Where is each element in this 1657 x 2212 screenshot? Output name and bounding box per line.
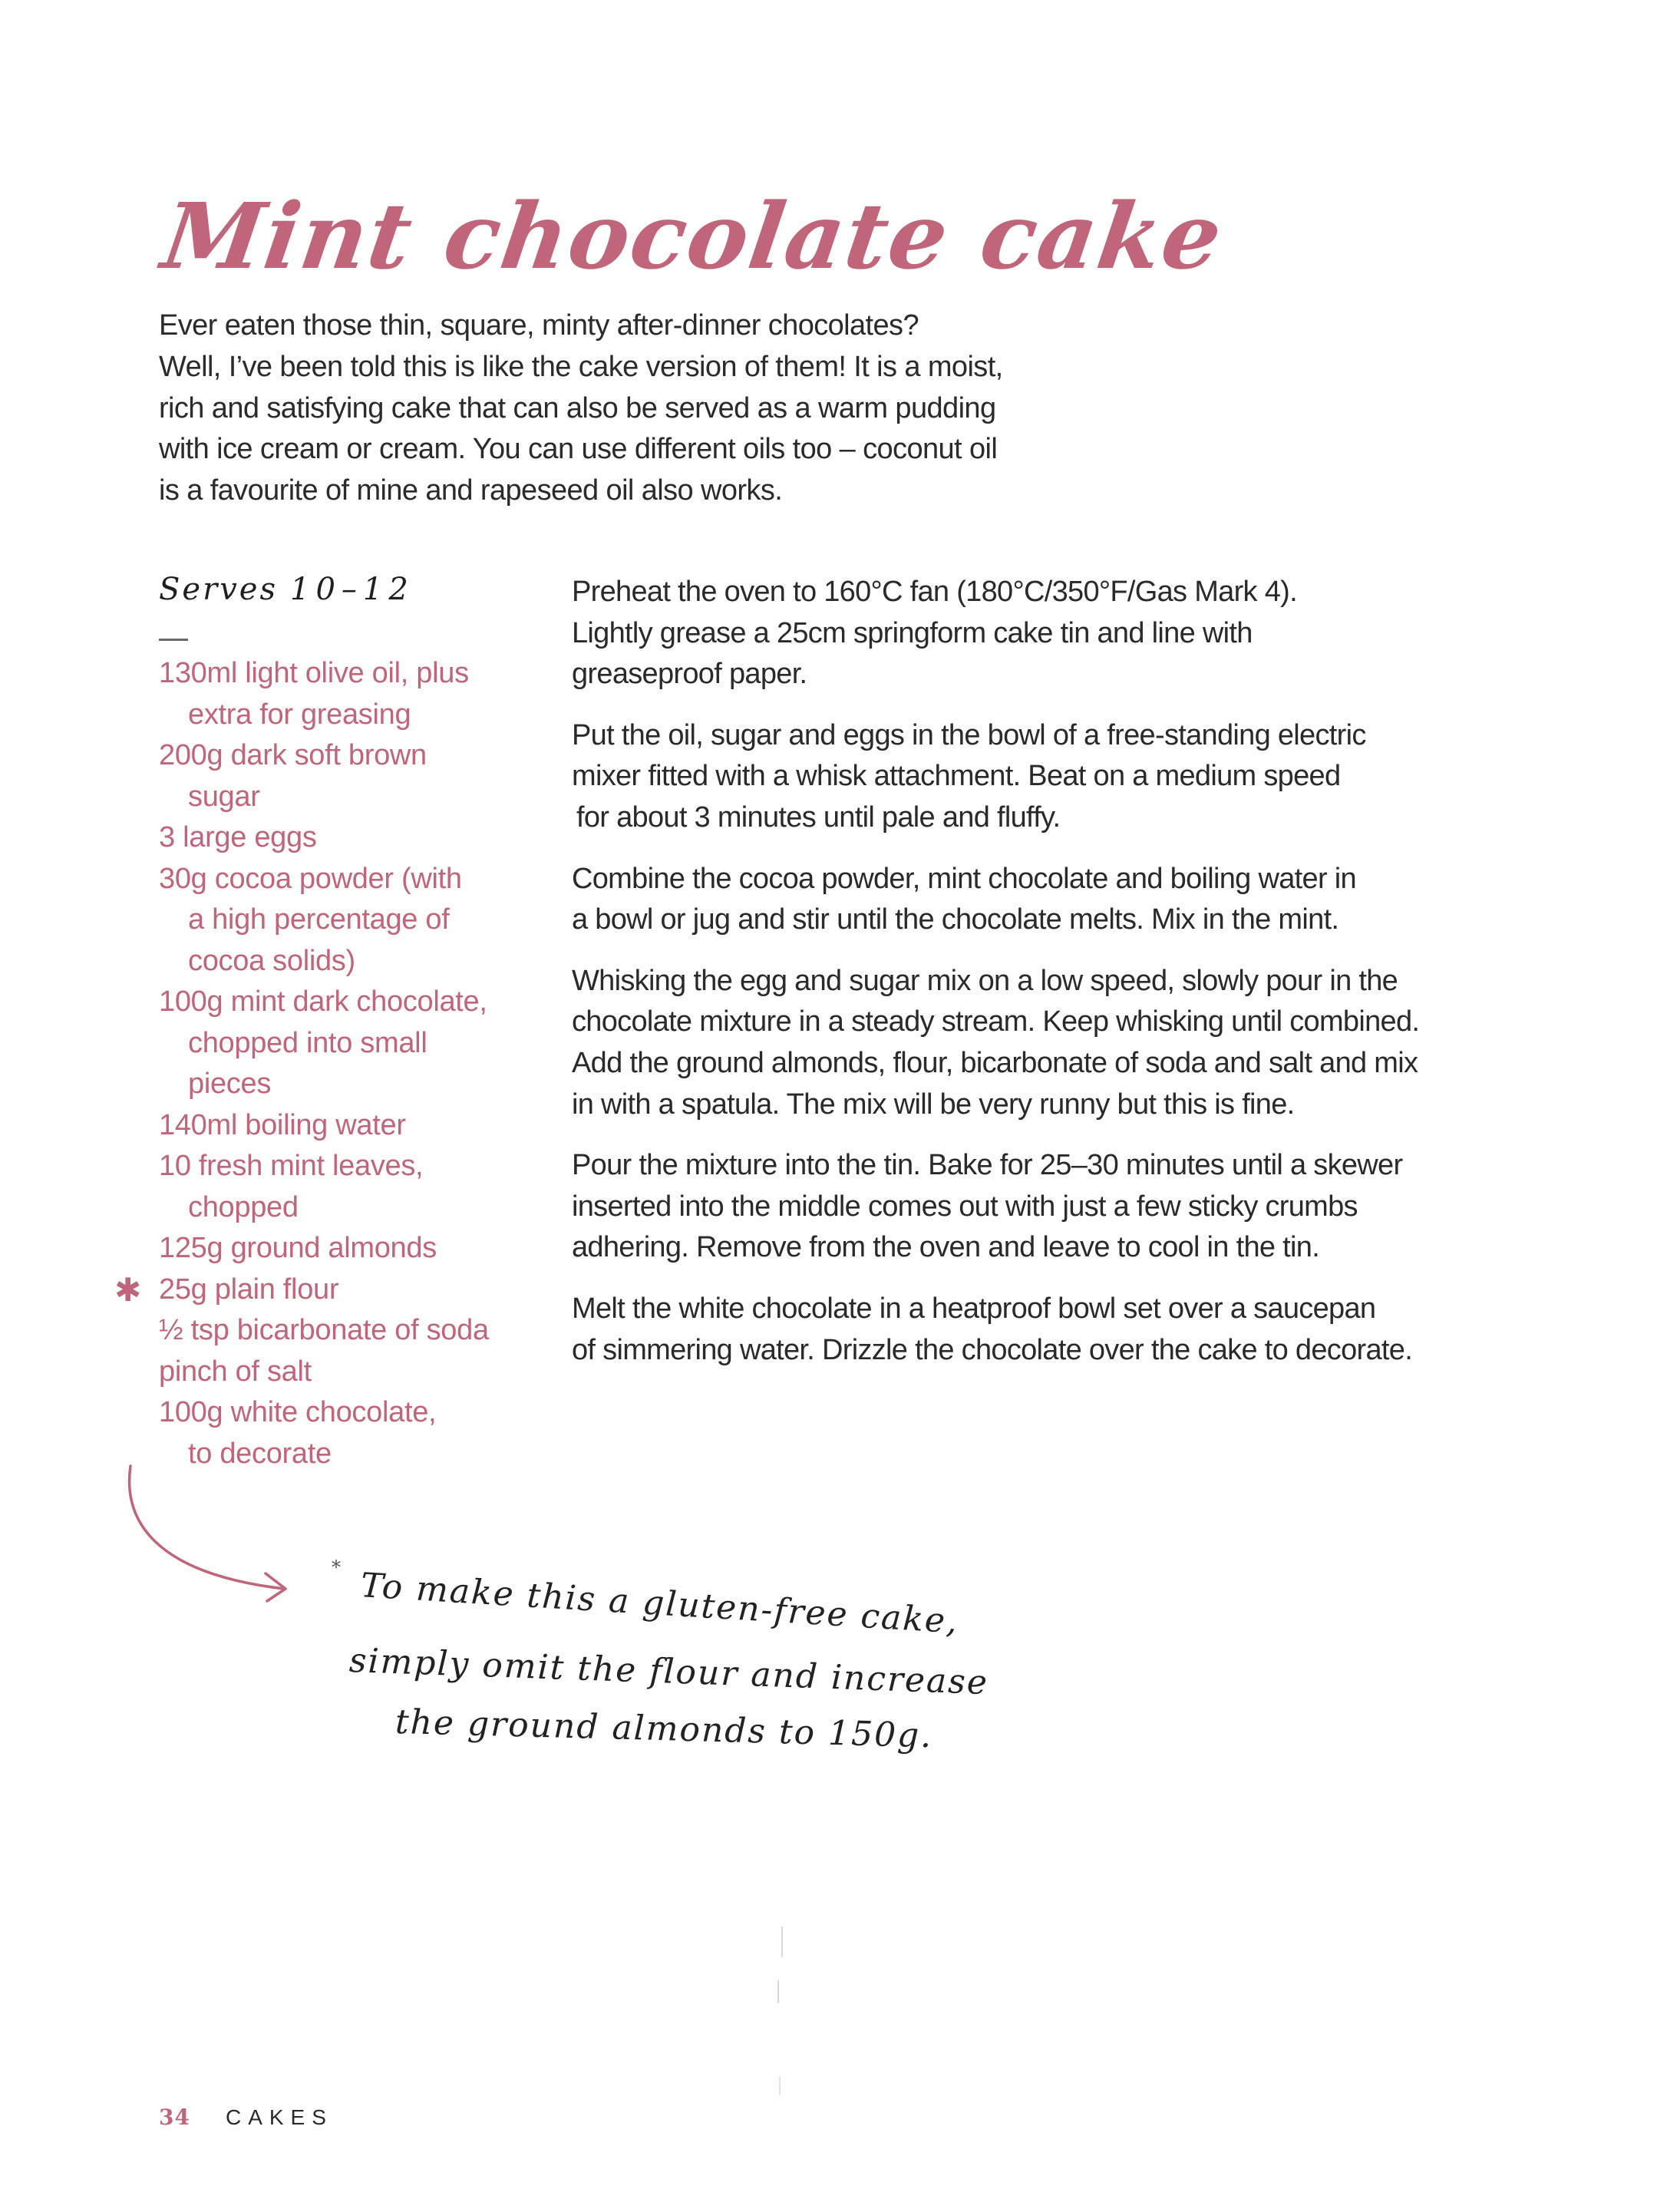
ingredient-line: 140ml boiling water	[159, 1108, 406, 1141]
scan-artifact	[781, 1926, 783, 1957]
ingredient-line: sugar	[188, 780, 260, 813]
footnote-line: the ground almonds to 150g.	[394, 1702, 933, 1756]
ingredient-line: pieces	[188, 1068, 272, 1100]
method-line: a bowl or jug and stir until the chocolate melts. Mix in the mint.	[572, 903, 1339, 936]
ingredient-line: 200g dark soft brown	[159, 739, 427, 771]
ingredient-item	[159, 1228, 543, 1269]
scan-artifact	[779, 2076, 781, 2095]
ingredient-line: 125g ground almonds	[159, 1232, 437, 1264]
method-line: in with a spatula. The mix will be very runny but this is fine.	[572, 1088, 1295, 1121]
ingredient-item	[159, 982, 543, 1105]
serves-text: Serves	[159, 572, 278, 607]
ingredient-line: 30g cocoa powder (with	[159, 862, 462, 895]
ingredient-item	[159, 1105, 543, 1147]
ingredient-line: chopped into small	[188, 1026, 427, 1059]
asterisk-icon: ✱	[114, 1271, 142, 1308]
ingredient-line: to decorate	[188, 1437, 332, 1470]
page-number: 34	[159, 2105, 190, 2130]
footnote-line: To make this a gluten-free cake,	[359, 1566, 960, 1642]
method-line: Combine the cocoa powder, mint chocolate and boiling water in	[572, 862, 1356, 895]
method-line: chocolate mixture in a steady stream. Keep whisking until combined.	[572, 1005, 1420, 1038]
footnote-line: simply omit the flour and increase	[348, 1641, 989, 1703]
method-line: Lightly grease a 25cm springform cake tin and line with	[572, 616, 1253, 649]
method-line: for about 3 minutes until pale and fluffy.	[576, 801, 1061, 834]
ingredient-line: pinch of salt	[159, 1355, 312, 1388]
ingredient-line: 3 large eggs	[159, 821, 317, 853]
ingredient-item	[159, 859, 543, 982]
method-step	[572, 572, 1531, 695]
ingredient-line: 130ml light olive oil, plus	[159, 657, 469, 689]
method-line: greaseproof paper.	[572, 658, 807, 691]
ingredient-item	[159, 653, 543, 735]
method-step	[572, 1289, 1531, 1371]
method-line: inserted into the middle comes out with just a few sticky crumbs	[572, 1190, 1358, 1223]
ingredient-line: extra for greasing	[188, 698, 411, 731]
intro-line: Well, I’ve been told this is like the cake version of them! It is a moist,	[159, 350, 1003, 383]
ingredient-line: ½ tsp bicarbonate of soda	[159, 1314, 489, 1346]
footnote-marker: *	[332, 1557, 341, 1578]
method-step	[572, 1145, 1531, 1269]
method-step	[572, 859, 1531, 941]
ingredient-item	[159, 817, 543, 859]
method-line: of simmering water. Drizzle the chocolate over the cake to decorate.	[572, 1333, 1413, 1366]
serves-divider	[159, 639, 188, 641]
method-line: Add the ground almonds, flour, bicarbonate of soda and salt and mix	[572, 1046, 1418, 1079]
ingredient-line: chopped	[188, 1190, 299, 1223]
ingredient-line: 100g white chocolate,	[159, 1396, 437, 1428]
ingredient-line: cocoa solids)	[188, 944, 355, 977]
ingredient-item	[159, 1310, 543, 1352]
serves-value: 10–12	[290, 572, 414, 607]
method-line: Melt the white chocolate in a heatproof bowl set over a saucepan	[572, 1292, 1376, 1325]
ingredients-list	[114, 653, 543, 1474]
method-line: mixer fitted with a whisk attachment. Beat on a medium speed	[572, 760, 1341, 793]
serves-label	[159, 572, 414, 607]
section-name: CAKES	[225, 2105, 333, 2129]
intro-line: rich and satisfying cake that can also be served as a warm pudding	[159, 391, 996, 424]
recipe-intro	[159, 305, 1187, 512]
method-line: Preheat the oven to 160°C fan (180°C/350°F/Gas Mark 4).	[572, 576, 1297, 608]
recipe-title: Mint chocolate cake	[156, 183, 1230, 290]
method-step	[572, 715, 1531, 839]
method-step	[572, 961, 1531, 1125]
ingredient-item-flour	[114, 1269, 543, 1311]
page-footer	[159, 2105, 333, 2130]
ingredient-line: 100g mint dark chocolate,	[159, 985, 487, 1018]
curved-arrow-icon	[115, 1458, 315, 1612]
method-line: Pour the mixture into the tin. Bake for 25–30 minutes until a skewer	[572, 1149, 1403, 1182]
ingredient-line: a high percentage of	[188, 903, 450, 936]
ingredient-line: 10 fresh mint leaves,	[159, 1150, 424, 1182]
intro-line: is a favourite of mine and rapeseed oil also works.	[159, 474, 783, 507]
ingredient-item	[159, 1146, 543, 1228]
method-line: Put the oil, sugar and eggs in the bowl of a free-standing electric	[572, 718, 1366, 751]
method-line: adhering. Remove from the oven and leave to cool in the tin.	[572, 1231, 1320, 1264]
intro-line: Ever eaten those thin, square, minty after-dinner chocolates?	[159, 309, 919, 342]
ingredient-line: 25g plain flour	[159, 1273, 339, 1306]
scan-artifact	[777, 1980, 779, 2003]
intro-line: with ice cream or cream. You can use different oils too – coconut oil	[159, 433, 998, 466]
ingredient-item	[159, 735, 543, 817]
ingredient-item	[159, 1352, 543, 1393]
method-line: Whisking the egg and sugar mix on a low speed, slowly pour in the	[572, 964, 1398, 997]
method-steps	[572, 572, 1531, 1391]
